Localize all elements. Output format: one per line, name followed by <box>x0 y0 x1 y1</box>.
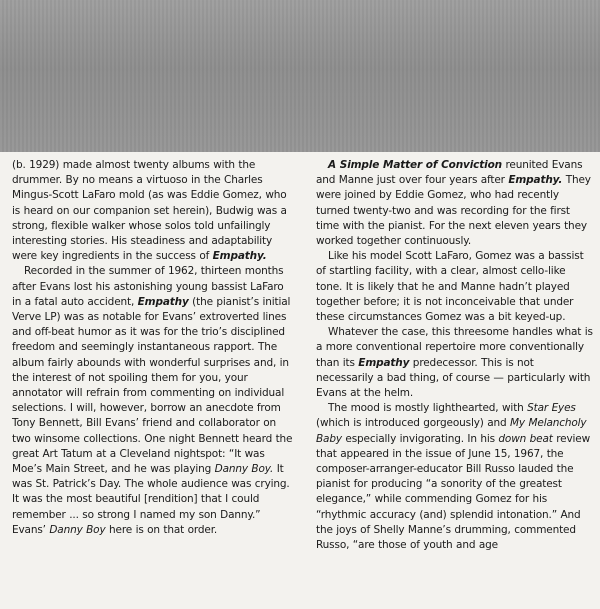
text-run: (the pianist’s initial Verve LP) was as notable for Evans’ extroverted lines and off-beat humor as it was for the trio’s disciplined freedom and seemingly instantaneous rapport. The album fairly abounds with wonderful surprises and, in the interest of not spoiling them for you, your annotator will refrain from commenting on individual selections. I will, however, borrow an anecdote from Tony Bennett, Bill Evans’ friend and collaborator on two winsome collections. One night Bennett heard the great Art Tatum at a Cleveland nightspot: “It was Moe’s Main Street, and he was playing <box>12 295 293 476</box>
italic-text: down beat <box>498 432 553 445</box>
text-run: Like his model Scott LaFaro, Gomez was a bassist of startling facility, with a clear, almost cello-like tone. It is likely that he and Manne hadn’t played together before; it is not inconceivable that under these circumstances Gomez was a bit keyed-up. <box>316 250 584 324</box>
paragraph <box>12 264 296 538</box>
text-run: It was St. Patrick’s Day. The whole audience was crying. It was the most beautiful [rendition] that I could remember ... so strong I named my son Danny.” Evans’ <box>12 463 290 536</box>
title-emphasis: Empathy <box>358 356 410 369</box>
left-text-column <box>12 158 296 538</box>
paragraph <box>316 325 594 401</box>
text-run: Whatever the case, this threesome handles what is a more conventional repertoire more conventionally than its <box>316 326 593 369</box>
text-run: The mood is mostly lighthearted, with <box>328 402 528 415</box>
text-run: (which is introduced gorgeously) and <box>316 417 511 430</box>
text-run: review that appeared in the issue of June 15, 1967, the composer-arranger-educator Bill Russo lauded the pianist for producing “a sonority of the greatest elegance,” while commending Gomez for his “rhythmic accuracy (and) splendid intonation.” And the joys of Shelly Manne’s drumming, commented Russo, “are those of youth and age <box>316 432 591 552</box>
text-run: especially invigorating. In his <box>341 432 499 445</box>
title-emphasis: A Simple Matter of Conviction <box>328 159 502 171</box>
text-run: reunited Evans and Manne just over four years after <box>316 159 583 187</box>
paragraph <box>316 249 594 325</box>
text-run: here is on that order. <box>105 523 218 536</box>
text-run: They were joined by Eddie Gomez, who had recently turned twenty-two and was recording for the first time with the pianist. For the next eleven years they worked together continuously. <box>316 174 591 248</box>
text-run: Recorded in the summer of 1962, thirteen months after Evans lost his astonishing young bassist LaFaro in a fatal auto accident, <box>12 265 284 308</box>
paragraph <box>12 158 296 264</box>
italic-text: My Melancholy Baby <box>316 417 587 445</box>
title-emphasis: Empathy. <box>212 250 267 263</box>
italic-text: Star Eyes <box>527 402 576 415</box>
right-text-column <box>316 158 594 553</box>
paragraph <box>316 158 594 249</box>
title-emphasis: Empathy. <box>508 174 563 187</box>
text-run: predecessor. This is not necessarily a bad thing, of course — particularly with Evans at the helm. <box>316 356 591 400</box>
title-emphasis: Empathy <box>137 295 189 308</box>
text-run: (b. 1929) made almost twenty albums with the drummer. By no means a virtuoso in the Charles Mingus-Scott LaFaro mold (as was Eddie Gomez, who is heard on our companion set herein), Budwig was a strong, flexible walker whose solos told unfailingly interesting stories. His steadiness and adaptability were key ingredients in the success of <box>12 159 287 263</box>
italic-text: Danny Boy. <box>214 463 274 476</box>
paragraph <box>316 401 594 553</box>
photo-banner <box>0 0 600 152</box>
italic-text: Danny Boy <box>49 523 106 536</box>
